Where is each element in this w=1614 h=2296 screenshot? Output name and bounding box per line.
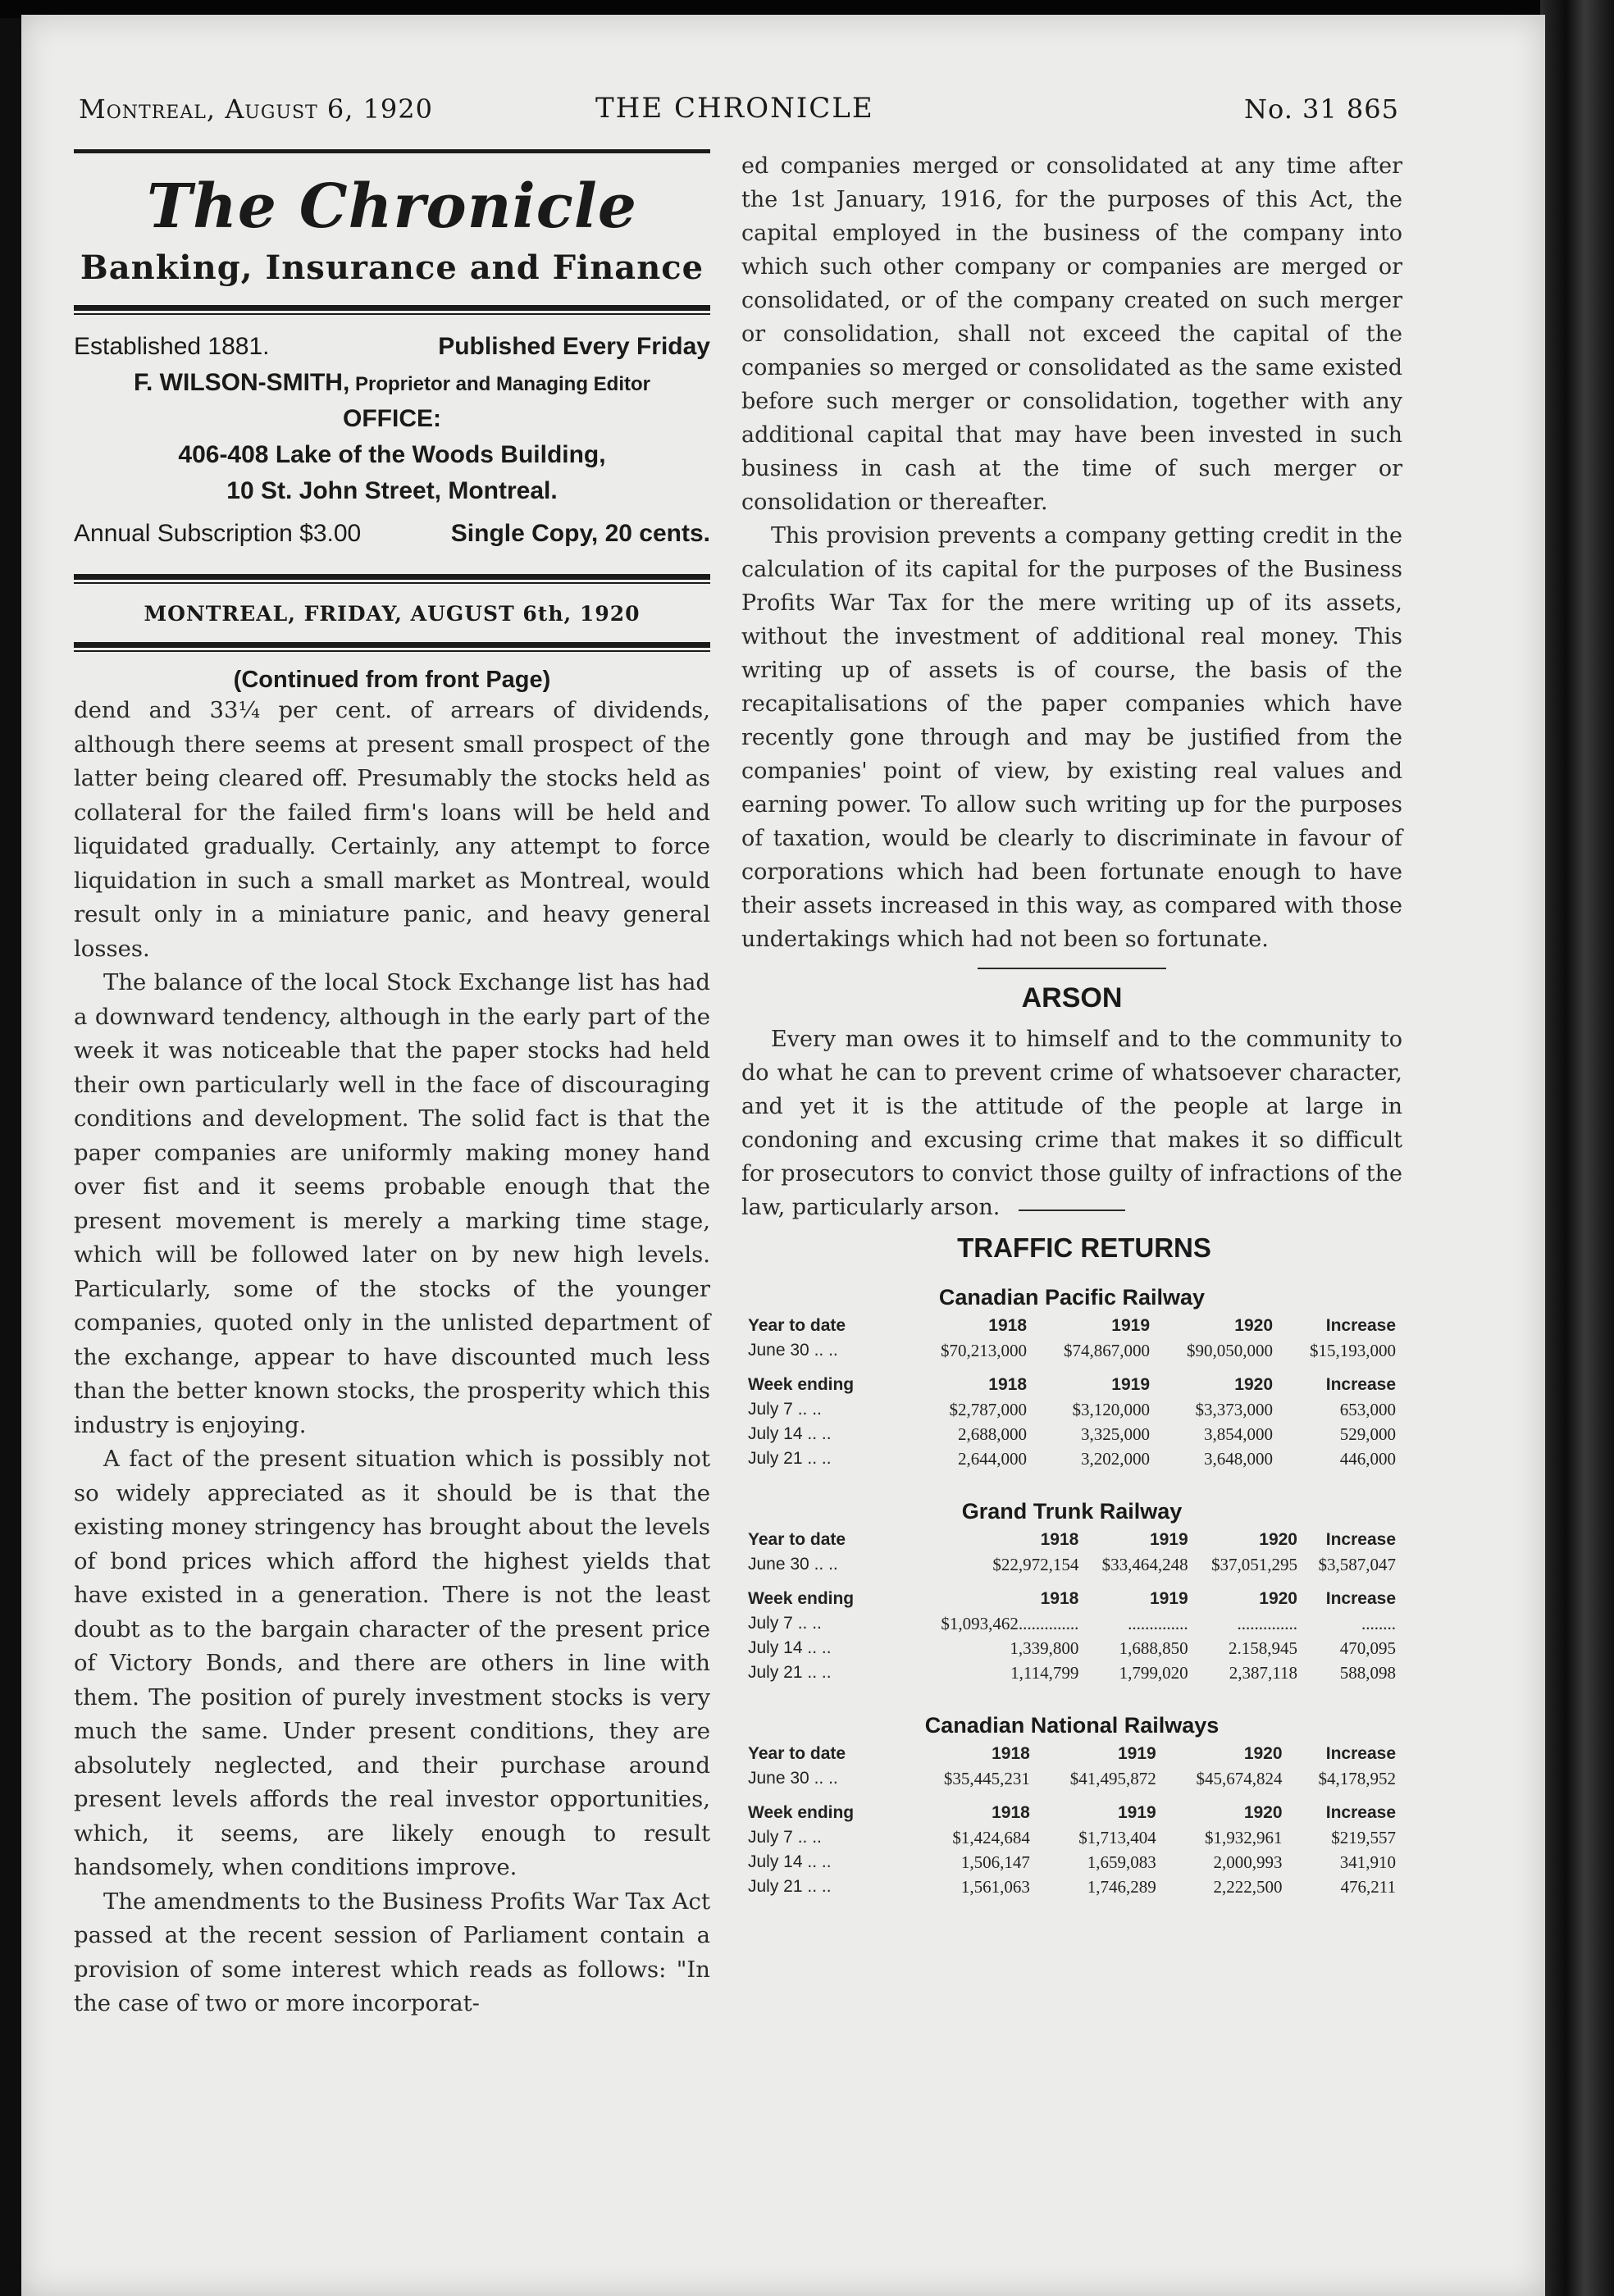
single-copy-price: Single Copy, 20 cents.	[450, 520, 710, 547]
table-cell: $37,051,295	[1210, 1554, 1297, 1574]
annual-subscription: Annual Subscription $3.00	[74, 520, 362, 547]
proprietor-role: Proprietor and Managing Editor	[349, 373, 650, 395]
table-cell: 3,648,000	[1204, 1448, 1273, 1469]
arson-heading: ARSON	[1021, 982, 1123, 1014]
arson-paragraph: Every man owes it to himself and to the community to do what he can to prevent crime of whatsoever character, and yet it is the attitude of the people at large in condoning and excusing crime that makes it so difficult for prosecutors to convict those guilty of infractions of the law, particularly arson.	[741, 1027, 1402, 1220]
masthead-subtitle: Banking, Insurance and Finance	[80, 248, 704, 287]
table-row	[748, 1611, 1396, 1636]
right-column	[741, 149, 1402, 1899]
table-cell: Increase	[1325, 1530, 1396, 1549]
table-row	[748, 1825, 1396, 1850]
table-cell: 1920	[1234, 1316, 1273, 1335]
table-cell: Increase	[1325, 1744, 1396, 1763]
published-text: Published Every Friday	[438, 333, 710, 360]
traffic-table	[748, 1314, 1396, 1471]
article-paragraph: dend and 33¼ per cent. of arrears of dividends, although there seems at present small prospect of the latter being cleared off. Presumably the stocks held as collateral for the failed firm's loans will be held and liquidated gradually. Certainly, any attempt to force liquidation in such a small market as Montreal, would result only in a miniature panic, and heavy general losses.	[74, 697, 710, 962]
article-paragraph: This provision prevents a company getting credit in the calculation of its capital for the purposes of the Business Profits War Tax for the mere writing up of its assets, without the investment of additional real money. This writing up of assets is of course, the basis of the recapitalisations of the paper companies which have recently gone through and may be justified from the companies' point of view, by existing real values and earning power. To allow such writing up for the purposes of taxation, would be clearly to discriminate in favour of corporations which had been fortunate enough to have their assets increased in this way, as compared with those undertakings which had not been so fortunate.	[741, 523, 1402, 952]
table-cell: 476,211	[1340, 1876, 1396, 1897]
traffic-returns-tables	[741, 1285, 1402, 1899]
table-cell: 1,688,850	[1119, 1638, 1188, 1658]
table-cell: 1919	[1117, 1744, 1156, 1763]
traffic-returns-heading: TRAFFIC RETURNS	[957, 1232, 1211, 1263]
row-label: June 30 .. ..	[748, 1555, 838, 1574]
row-label: July 14 .. ..	[748, 1852, 832, 1871]
traffic-table	[748, 1528, 1396, 1685]
article-paragraph: ed companies merged or consolidated at any time after the 1st January, 1916, for the purposes of this Act, the capital employed in the business of the company into which such other company or companies are merged or consolidated, or of the company created on such merger or consolidation, shall not exceed the capital of the companies so merged or consolidated as the same existed before such merger or consolidation, together with any additional capital that may have been invested in such business in cash at the time of such merger or consolidation or thereafter.	[741, 153, 1402, 515]
left-page-edge	[0, 0, 21, 2296]
table-cell: 1,506,147	[960, 1852, 1030, 1872]
established-text: Established 1881.	[74, 333, 270, 360]
table-row	[748, 1660, 1396, 1685]
table-cell: $1,424,684	[952, 1827, 1030, 1847]
table-header-row	[748, 1528, 1396, 1552]
railway-name: Canadian Pacific Railway	[938, 1285, 1206, 1310]
table-header-row	[748, 1373, 1396, 1397]
right-article-body	[741, 149, 1402, 956]
table-cell: 1919	[1117, 1803, 1156, 1822]
table-cell: 2,222,500	[1213, 1876, 1283, 1897]
table-cell: 470,095	[1339, 1638, 1396, 1658]
table-cell: ..............	[1237, 1613, 1297, 1633]
masthead-rule	[74, 305, 710, 311]
table-cell: 1,114,799	[1010, 1662, 1079, 1683]
table-cell: $45,674,824	[1196, 1768, 1283, 1788]
table-cell: Increase	[1325, 1316, 1396, 1335]
table-header-row	[748, 1742, 1396, 1766]
table-cell: 1919	[1149, 1530, 1188, 1549]
table-spacer	[748, 1577, 1396, 1587]
row-label: July 21 .. ..	[748, 1877, 832, 1896]
table-cell: 1918	[988, 1316, 1027, 1335]
table-cell: 1919	[1111, 1375, 1150, 1394]
table-cell: 2,387,118	[1229, 1662, 1297, 1683]
table-cell: $90,050,000	[1187, 1340, 1273, 1360]
railway-block	[748, 1499, 1396, 1685]
office-label: OFFICE:	[343, 405, 441, 432]
table-row	[748, 1766, 1396, 1791]
dateline: MONTREAL, FRIDAY, AUGUST 6th, 1920	[144, 602, 641, 626]
top-rule	[74, 149, 710, 153]
table-cell: $3,587,047	[1318, 1554, 1396, 1574]
row-label: Year to date	[748, 1530, 846, 1549]
table-cell: 653,000	[1339, 1399, 1396, 1419]
left-article-body	[74, 694, 710, 2021]
traffic-table	[748, 1742, 1396, 1899]
row-label: June 30 .. ..	[748, 1341, 838, 1360]
table-row	[748, 1338, 1396, 1363]
table-cell: $74,867,000	[1064, 1340, 1150, 1360]
table-cell: 1919	[1111, 1316, 1150, 1335]
row-label: Week ending	[748, 1803, 855, 1822]
table-cell: ..............	[1128, 1613, 1188, 1633]
railway-name: Grand Trunk Railway	[961, 1499, 1183, 1524]
table-cell: 1918	[992, 1803, 1030, 1822]
dateline-rule-bottom	[74, 642, 710, 648]
office-address-2: 10 St. John Street, Montreal.	[226, 477, 558, 504]
table-cell: 2,000,993	[1213, 1852, 1283, 1872]
table-cell: 1920	[1243, 1744, 1283, 1763]
row-label: July 21 .. ..	[748, 1449, 832, 1468]
article-paragraph: A fact of the present situation which is possibly not so widely appreciated as it should be is that the existing money stringency has brought about the levels of bond prices which afford the highest yields that have existed in a generation. There is not the least doubt as to the bargain character of the present price of Victory Bonds, and there are others in line with them. The position of purely investment stocks is very much the same. Under present conditions, they are absolutely neglected, and their purchase around present levels affords the real investor opportunities, which, it seems, are likely enough to result handsomely, when conditions improve.	[74, 1446, 710, 1880]
table-cell: 3,325,000	[1081, 1424, 1150, 1444]
table-cell: 3,202,000	[1081, 1448, 1150, 1469]
table-cell: 2.158,945	[1228, 1638, 1297, 1658]
table-cell: 529,000	[1339, 1424, 1396, 1444]
row-label: July 7 .. ..	[748, 1614, 822, 1633]
table-cell: 1918	[992, 1744, 1030, 1763]
table-cell: $22,972,154	[992, 1554, 1079, 1574]
table-cell: 446,000	[1339, 1448, 1396, 1469]
table-row	[748, 1446, 1396, 1471]
row-label: Year to date	[748, 1316, 846, 1335]
table-row	[748, 1875, 1396, 1899]
running-head	[79, 93, 1399, 134]
continued-note: (Continued from front Page)	[233, 667, 551, 693]
table-cell: $41,495,872	[1069, 1768, 1156, 1788]
table-row	[748, 1422, 1396, 1446]
office-address-1: 406-408 Lake of the Woods Building,	[178, 441, 606, 468]
running-head-page-number: No. 31 865	[1243, 93, 1399, 125]
row-label: July 7 .. ..	[748, 1828, 822, 1847]
table-cell: 588,098	[1339, 1662, 1396, 1683]
table-cell: 1,746,289	[1087, 1876, 1156, 1897]
table-cell: $219,557	[1331, 1827, 1396, 1847]
table-spacer	[748, 1791, 1396, 1801]
table-cell: $35,445,231	[943, 1768, 1030, 1788]
table-cell: Increase	[1325, 1375, 1396, 1394]
row-label: Week ending	[748, 1375, 855, 1394]
table-cell: 1,339,800	[1010, 1638, 1079, 1658]
table-cell: ........	[1361, 1613, 1396, 1633]
table-cell: 1920	[1259, 1530, 1297, 1549]
table-cell: $1,932,961	[1205, 1827, 1283, 1847]
table-cell: $33,464,248	[1101, 1554, 1188, 1574]
table-cell: 2,688,000	[958, 1424, 1027, 1444]
left-column	[74, 149, 710, 2021]
table-header-row	[748, 1314, 1396, 1338]
arson-body	[741, 1023, 1402, 1224]
table-cell: 1920	[1234, 1375, 1273, 1394]
table-cell: 1,561,063	[960, 1876, 1030, 1897]
table-header-row	[748, 1801, 1396, 1825]
table-spacer	[748, 1363, 1396, 1373]
table-cell: Increase	[1325, 1589, 1396, 1608]
table-row	[748, 1850, 1396, 1875]
table-cell: 1,659,083	[1087, 1852, 1156, 1872]
row-label: July 14 .. ..	[748, 1638, 832, 1657]
table-cell: 1918	[1040, 1589, 1079, 1608]
railway-block	[748, 1285, 1396, 1471]
table-cell: $1,713,404	[1078, 1827, 1156, 1847]
table-cell: $70,213,000	[941, 1340, 1027, 1360]
table-cell: 2,644,000	[958, 1448, 1027, 1469]
table-cell: $15,193,000	[1310, 1340, 1396, 1360]
table-cell: 1920	[1259, 1589, 1297, 1608]
row-label: June 30 .. ..	[748, 1769, 838, 1788]
book-binding	[1540, 0, 1614, 2296]
table-cell: Increase	[1325, 1803, 1396, 1822]
running-head-title: THE CHRONICLE	[595, 92, 874, 125]
table-cell: 3,854,000	[1204, 1424, 1273, 1444]
masthead-title: The Chronicle	[147, 171, 637, 242]
table-cell: 1920	[1243, 1803, 1283, 1822]
table-cell: 1918	[1040, 1530, 1079, 1549]
table-cell: $3,120,000	[1072, 1399, 1150, 1419]
newspaper-page	[21, 15, 1545, 2296]
table-cell: $4,178,952	[1318, 1768, 1396, 1788]
table-row	[748, 1636, 1396, 1660]
table-cell: 1919	[1149, 1589, 1188, 1608]
table-row	[748, 1397, 1396, 1422]
table-row	[748, 1552, 1396, 1577]
table-cell: $1,093,462..............	[941, 1613, 1079, 1633]
article-paragraph: The amendments to the Business Profits War Tax Act passed at the recent session of Parliament contain a provision of some interest which reads as follows: "In the case of two or more incorporat-	[74, 1888, 710, 2016]
row-label: July 14 .. ..	[748, 1424, 832, 1443]
table-cell: 341,910	[1339, 1852, 1396, 1872]
row-label: Week ending	[748, 1589, 855, 1608]
table-cell: $2,787,000	[949, 1399, 1027, 1419]
table-cell: 1918	[988, 1375, 1027, 1394]
running-head-date: Montreal, August 6, 1920	[79, 93, 434, 125]
table-cell: 1,799,020	[1119, 1662, 1188, 1683]
table-cell: $3,373,000	[1195, 1399, 1273, 1419]
dateline-rule-top	[74, 574, 710, 580]
table-header-row	[748, 1587, 1396, 1611]
publication-info	[74, 333, 710, 556]
row-label: July 7 .. ..	[748, 1400, 822, 1419]
article-paragraph: The balance of the local Stock Exchange list has had a downward tendency, although in the early part of the week it was noticeable that the paper stocks had held their own particularly well in the face of discouraging conditions and development. The solid fact is that the paper companies are uniformly making money hand over fist and it seems probable enough that the present movement is merely a marking time stage, which will be followed later on by new high levels. Particularly, some of the stocks of the younger companies, quoted only in the unlisted department of the exchange, appear to have discounted much less than the better known stocks, the prosperity which this industry is enjoying.	[74, 969, 710, 1438]
railway-name: Canadian National Railways	[924, 1713, 1220, 1738]
proprietor-name: F. WILSON-SMITH,	[134, 369, 350, 396]
row-label: Year to date	[748, 1744, 846, 1763]
row-label: July 21 .. ..	[748, 1663, 832, 1682]
railway-block	[748, 1713, 1396, 1899]
